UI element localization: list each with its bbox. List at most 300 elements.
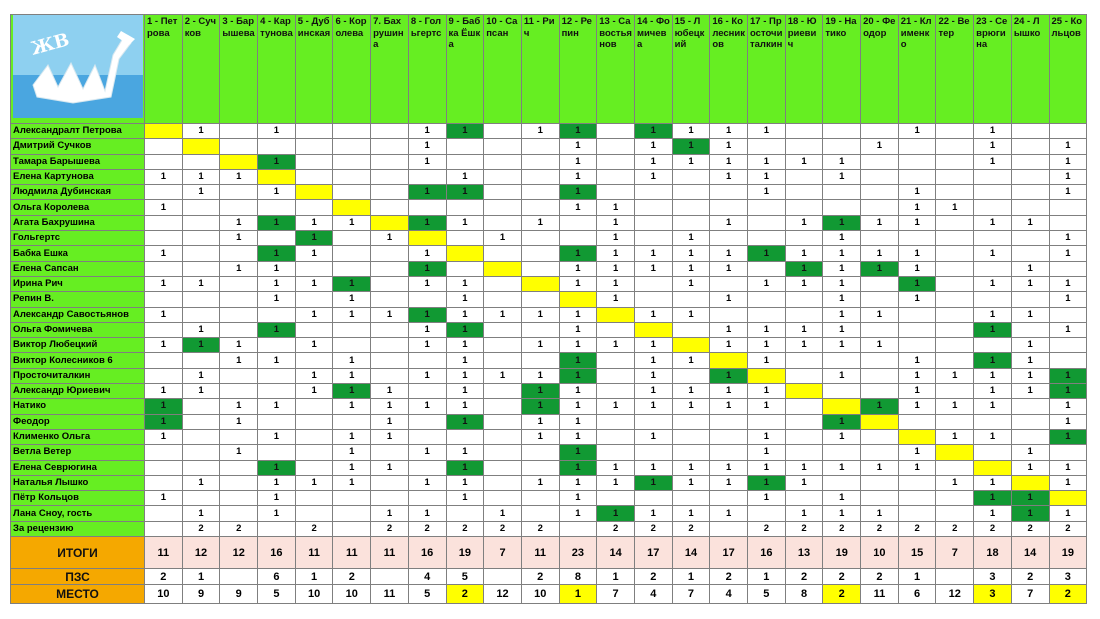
vote-cell: 1 — [408, 445, 446, 460]
vote-cell: 1 — [408, 276, 446, 291]
vote-cell: 1 — [559, 200, 597, 215]
vote-cell — [182, 215, 220, 230]
pzs-cell: 3 — [1049, 569, 1087, 585]
mesto-cell: 4 — [710, 585, 748, 604]
vote-cell — [597, 445, 635, 460]
vote-cell: 1 — [446, 445, 484, 460]
vote-cell — [371, 246, 409, 261]
vote-cell: 1 — [634, 353, 672, 368]
vote-cell: 1 — [748, 338, 786, 353]
vote-cell: 1 — [295, 307, 333, 322]
vote-cell — [1011, 139, 1049, 154]
vote-cell — [182, 353, 220, 368]
vote-cell — [1049, 491, 1087, 506]
vote-cell — [974, 231, 1012, 246]
vote-cell — [898, 231, 936, 246]
vote-cell: 1 — [898, 445, 936, 460]
vote-cell: 1 — [1049, 429, 1087, 444]
vote-cell — [597, 185, 635, 200]
vote-cell — [521, 154, 559, 169]
vote-cell: 1 — [258, 399, 296, 414]
vote-cell — [672, 368, 710, 383]
vote-cell — [484, 292, 522, 307]
vote-cell: 1 — [333, 475, 371, 490]
participant-name: Виктор Колесников 6 — [11, 353, 145, 368]
vote-cell: 1 — [559, 445, 597, 460]
vote-cell: 1 — [823, 368, 861, 383]
vote-cell — [258, 338, 296, 353]
vote-cell: 1 — [823, 322, 861, 337]
vote-cell — [521, 139, 559, 154]
column-header: 16 - Колесников — [710, 15, 748, 124]
vote-cell — [672, 292, 710, 307]
vote-cell: 1 — [710, 261, 748, 276]
pzs-cell — [484, 569, 522, 585]
itogi-cell: 13 — [785, 537, 823, 569]
vote-cell — [333, 261, 371, 276]
vote-cell: 1 — [182, 185, 220, 200]
vote-cell — [484, 429, 522, 444]
itogi-cell: 11 — [295, 537, 333, 569]
vote-cell: 1 — [521, 368, 559, 383]
pzs-row — [11, 569, 1087, 585]
vote-cell: 1 — [559, 399, 597, 414]
vote-cell: 1 — [597, 292, 635, 307]
vote-cell: 1 — [710, 139, 748, 154]
vote-cell: 1 — [748, 185, 786, 200]
vote-cell: 1 — [634, 399, 672, 414]
vote-cell: 1 — [258, 322, 296, 337]
vote-cell: 1 — [295, 475, 333, 490]
vote-cell: 1 — [145, 491, 183, 506]
mesto-cell: 5 — [408, 585, 446, 604]
vote-cell: 2 — [220, 521, 258, 536]
table-row — [11, 231, 1087, 246]
vote-cell: 1 — [597, 231, 635, 246]
vote-cell — [333, 521, 371, 536]
vote-cell — [936, 185, 974, 200]
vote-cell — [785, 414, 823, 429]
vote-cell — [974, 445, 1012, 460]
column-header: 19 - Натико — [823, 15, 861, 124]
vote-cell: 1 — [634, 368, 672, 383]
vote-cell — [936, 307, 974, 322]
vote-cell — [936, 445, 974, 460]
vote-cell — [559, 292, 597, 307]
vote-cell: 1 — [823, 460, 861, 475]
vote-cell — [898, 338, 936, 353]
vote-cell: 1 — [521, 414, 559, 429]
table-row — [11, 246, 1087, 261]
vote-cell — [861, 169, 899, 184]
participant-name: Агата Бахрушина — [11, 215, 145, 230]
vote-cell: 1 — [898, 185, 936, 200]
vote-cell — [823, 185, 861, 200]
vote-cell: 1 — [710, 292, 748, 307]
column-header: 5 - Дубинская — [295, 15, 333, 124]
column-header: 24 - Лышко — [1011, 15, 1049, 124]
participant-name: За рецензию — [11, 521, 145, 536]
vote-cell — [785, 399, 823, 414]
vote-cell — [861, 154, 899, 169]
itogi-cell: 15 — [898, 537, 936, 569]
vote-cell: 1 — [785, 215, 823, 230]
itogi-cell: 12 — [220, 537, 258, 569]
vote-cell — [333, 200, 371, 215]
vote-cell — [974, 460, 1012, 475]
vote-cell — [748, 139, 786, 154]
column-header: 12 - Репин — [559, 15, 597, 124]
vote-cell: 1 — [258, 460, 296, 475]
vote-cell — [484, 445, 522, 460]
vote-cell: 1 — [634, 384, 672, 399]
pzs-cell — [936, 569, 974, 585]
vote-cell — [748, 368, 786, 383]
mesto-cell: 10 — [333, 585, 371, 604]
vote-cell: 1 — [823, 246, 861, 261]
vote-cell: 1 — [220, 414, 258, 429]
vote-cell — [597, 384, 635, 399]
mesto-cell: 7 — [1011, 585, 1049, 604]
vote-cell: 1 — [559, 475, 597, 490]
vote-cell — [974, 338, 1012, 353]
vote-cell — [333, 231, 371, 246]
vote-cell: 1 — [484, 231, 522, 246]
vote-cell: 1 — [333, 384, 371, 399]
vote-cell: 1 — [634, 169, 672, 184]
vote-cell: 1 — [748, 475, 786, 490]
vote-cell: 1 — [634, 261, 672, 276]
vote-cell: 1 — [672, 506, 710, 521]
vote-cell — [258, 169, 296, 184]
vote-cell — [258, 384, 296, 399]
mesto-cell: 3 — [974, 585, 1012, 604]
header-row — [11, 15, 1087, 124]
vote-cell: 1 — [710, 322, 748, 337]
vote-cell: 1 — [220, 399, 258, 414]
vote-cell — [220, 491, 258, 506]
mesto-cell: 11 — [861, 585, 899, 604]
vote-cell — [521, 445, 559, 460]
vote-cell — [861, 368, 899, 383]
vote-cell — [710, 491, 748, 506]
vote-cell — [672, 414, 710, 429]
vote-cell — [446, 200, 484, 215]
itogi-cell: 16 — [408, 537, 446, 569]
vote-cell: 1 — [258, 246, 296, 261]
vote-cell — [145, 185, 183, 200]
vote-cell — [634, 185, 672, 200]
mesto-cell: 7 — [672, 585, 710, 604]
vote-cell — [333, 124, 371, 139]
vote-cell: 1 — [559, 491, 597, 506]
vote-cell: 1 — [333, 307, 371, 322]
vote-cell — [597, 169, 635, 184]
pzs-cell: 2 — [785, 569, 823, 585]
vote-cell — [936, 154, 974, 169]
vote-cell — [748, 231, 786, 246]
vote-cell — [1049, 338, 1087, 353]
vote-cell: 1 — [785, 246, 823, 261]
place-row — [11, 585, 1087, 604]
vote-cell: 1 — [446, 169, 484, 184]
vote-cell — [484, 491, 522, 506]
vote-cell: 1 — [1049, 506, 1087, 521]
vote-cell: 1 — [258, 154, 296, 169]
vote-cell: 1 — [446, 124, 484, 139]
vote-cell — [823, 353, 861, 368]
vote-cell — [145, 261, 183, 276]
vote-cell — [220, 246, 258, 261]
vote-cell: 1 — [823, 491, 861, 506]
participant-name: Елена Сапсан — [11, 261, 145, 276]
mesto-cell: 10 — [521, 585, 559, 604]
vote-cell — [220, 124, 258, 139]
vote-cell — [974, 261, 1012, 276]
vote-cell — [597, 124, 635, 139]
itogi-cell: 11 — [371, 537, 409, 569]
vote-cell — [220, 322, 258, 337]
vote-cell: 1 — [861, 307, 899, 322]
vote-cell — [295, 185, 333, 200]
vote-cell: 1 — [446, 338, 484, 353]
vote-cell: 1 — [1011, 261, 1049, 276]
vote-cell: 1 — [672, 475, 710, 490]
vote-cell — [333, 139, 371, 154]
vote-cell — [672, 429, 710, 444]
vote-cell — [710, 414, 748, 429]
participant-name: Дмитрий Сучков — [11, 139, 145, 154]
vote-cell: 1 — [748, 322, 786, 337]
vote-cell: 1 — [446, 491, 484, 506]
vote-cell — [936, 414, 974, 429]
column-header: 20 - Феодор — [861, 15, 899, 124]
participant-name: Просточиталкин — [11, 368, 145, 383]
vote-cell: 1 — [182, 384, 220, 399]
vote-cell — [484, 139, 522, 154]
mesto-cell: 8 — [785, 585, 823, 604]
vote-cell — [785, 139, 823, 154]
vote-cell: 1 — [861, 399, 899, 414]
vote-cell: 1 — [974, 276, 1012, 291]
vote-cell — [295, 460, 333, 475]
vote-cell: 1 — [672, 154, 710, 169]
vote-cell — [748, 506, 786, 521]
vote-cell — [371, 261, 409, 276]
vote-cell: 1 — [748, 246, 786, 261]
vote-cell — [748, 414, 786, 429]
vote-cell — [295, 261, 333, 276]
vote-cell — [521, 169, 559, 184]
vote-cell — [785, 231, 823, 246]
vote-cell — [936, 124, 974, 139]
vote-cell: 1 — [634, 338, 672, 353]
vote-cell: 1 — [145, 169, 183, 184]
vote-cell: 1 — [145, 384, 183, 399]
vote-cell — [785, 445, 823, 460]
vote-cell — [1049, 124, 1087, 139]
vote-cell — [672, 185, 710, 200]
vote-cell — [936, 460, 974, 475]
vote-cell: 1 — [1011, 338, 1049, 353]
vote-cell: 1 — [898, 384, 936, 399]
column-header: 1 - Петрова — [145, 15, 183, 124]
vote-cell — [182, 307, 220, 322]
table-row — [11, 154, 1087, 169]
vote-cell: 1 — [408, 124, 446, 139]
pzs-cell: 8 — [559, 569, 597, 585]
vote-cell — [1011, 124, 1049, 139]
logo-cell — [11, 15, 145, 124]
vote-cell: 1 — [1049, 368, 1087, 383]
vote-cell — [1011, 429, 1049, 444]
vote-cell — [1011, 292, 1049, 307]
mesto-cell: 2 — [823, 585, 861, 604]
vote-cell — [145, 521, 183, 536]
vote-cell: 1 — [220, 353, 258, 368]
vote-cell — [182, 292, 220, 307]
vote-cell: 1 — [1049, 139, 1087, 154]
vote-cell: 1 — [371, 429, 409, 444]
vote-cell: 1 — [634, 154, 672, 169]
vote-cell — [823, 445, 861, 460]
itogi-cell: 19 — [1049, 537, 1087, 569]
vote-cell: 1 — [672, 307, 710, 322]
vote-cell — [220, 368, 258, 383]
vote-cell: 1 — [748, 154, 786, 169]
vote-cell — [182, 231, 220, 246]
vote-cell: 1 — [446, 185, 484, 200]
vote-cell: 1 — [220, 231, 258, 246]
vote-cell: 2 — [446, 521, 484, 536]
vote-cell: 1 — [1049, 185, 1087, 200]
vote-cell: 2 — [484, 521, 522, 536]
vote-cell: 1 — [748, 124, 786, 139]
vote-cell: 2 — [748, 521, 786, 536]
pzs-cell: 2 — [634, 569, 672, 585]
vote-cell: 1 — [295, 276, 333, 291]
vote-cell: 1 — [371, 399, 409, 414]
mesto-cell: 10 — [145, 585, 183, 604]
vote-cell — [521, 231, 559, 246]
vote-cell: 1 — [597, 506, 635, 521]
vote-cell — [597, 353, 635, 368]
vote-cell — [898, 429, 936, 444]
vote-cell — [785, 353, 823, 368]
table-row — [11, 384, 1087, 399]
vote-cell: 1 — [1049, 475, 1087, 490]
vote-cell: 2 — [936, 521, 974, 536]
vote-cell — [182, 246, 220, 261]
pzs-cell: 2 — [861, 569, 899, 585]
vote-cell: 1 — [634, 429, 672, 444]
vote-cell — [634, 322, 672, 337]
vote-cell — [371, 139, 409, 154]
vote-cell — [446, 429, 484, 444]
itogi-cell: 18 — [974, 537, 1012, 569]
vote-cell: 1 — [672, 399, 710, 414]
column-header: 23 - Севрюгина — [974, 15, 1012, 124]
vote-cell — [936, 338, 974, 353]
vote-cell: 1 — [408, 338, 446, 353]
pzs-cell: 3 — [974, 569, 1012, 585]
itogi-cell: 11 — [145, 537, 183, 569]
vote-cell: 1 — [898, 292, 936, 307]
vote-cell: 1 — [1011, 460, 1049, 475]
table-row — [11, 215, 1087, 230]
vote-cell — [408, 414, 446, 429]
vote-cell — [597, 322, 635, 337]
mesto-cell: 4 — [634, 585, 672, 604]
vote-cell: 1 — [371, 231, 409, 246]
vote-cell: 1 — [559, 353, 597, 368]
vote-cell: 1 — [446, 353, 484, 368]
vote-cell: 1 — [182, 124, 220, 139]
vote-cell: 1 — [974, 491, 1012, 506]
vote-cell: 1 — [408, 185, 446, 200]
itogi-cell: 14 — [1011, 537, 1049, 569]
pzs-cell: 1 — [898, 569, 936, 585]
vote-cell: 1 — [408, 307, 446, 322]
vote-cell: 1 — [484, 368, 522, 383]
vote-cell: 1 — [559, 124, 597, 139]
vote-cell — [936, 276, 974, 291]
vote-cell: 1 — [182, 338, 220, 353]
vote-cell: 1 — [408, 261, 446, 276]
vote-cell: 1 — [559, 154, 597, 169]
vote-cell — [484, 414, 522, 429]
vote-cell — [785, 429, 823, 444]
dragon-logo-icon — [13, 15, 143, 118]
mesto-cell: 11 — [371, 585, 409, 604]
vote-cell: 1 — [1011, 506, 1049, 521]
vote-cell — [295, 399, 333, 414]
vote-cell: 1 — [898, 261, 936, 276]
vote-cell: 1 — [1011, 307, 1049, 322]
vote-cell: 1 — [145, 399, 183, 414]
vote-cell — [371, 169, 409, 184]
vote-cell: 1 — [371, 460, 409, 475]
vote-cell: 1 — [974, 154, 1012, 169]
vote-cell — [182, 200, 220, 215]
vote-cell — [371, 353, 409, 368]
vote-cell — [145, 322, 183, 337]
vote-cell — [484, 353, 522, 368]
vote-cell: 1 — [521, 215, 559, 230]
vote-cell: 1 — [748, 384, 786, 399]
vote-cell: 1 — [974, 506, 1012, 521]
vote-cell: 1 — [785, 322, 823, 337]
vote-cell — [408, 353, 446, 368]
vote-cell: 1 — [672, 261, 710, 276]
vote-cell — [220, 429, 258, 444]
table-row — [11, 399, 1087, 414]
participant-name: Ольга Фомичева — [11, 322, 145, 337]
participant-name: Феодор — [11, 414, 145, 429]
vote-cell: 1 — [145, 276, 183, 291]
vote-cell: 1 — [597, 261, 635, 276]
vote-cell — [861, 231, 899, 246]
vote-cell — [974, 169, 1012, 184]
vote-cell — [861, 276, 899, 291]
vote-cell: 1 — [785, 154, 823, 169]
vote-cell: 1 — [408, 322, 446, 337]
column-header: 3 - Барышева — [220, 15, 258, 124]
vote-cell: 1 — [295, 384, 333, 399]
vote-cell — [1011, 169, 1049, 184]
vote-cell — [710, 353, 748, 368]
vote-cell — [145, 460, 183, 475]
